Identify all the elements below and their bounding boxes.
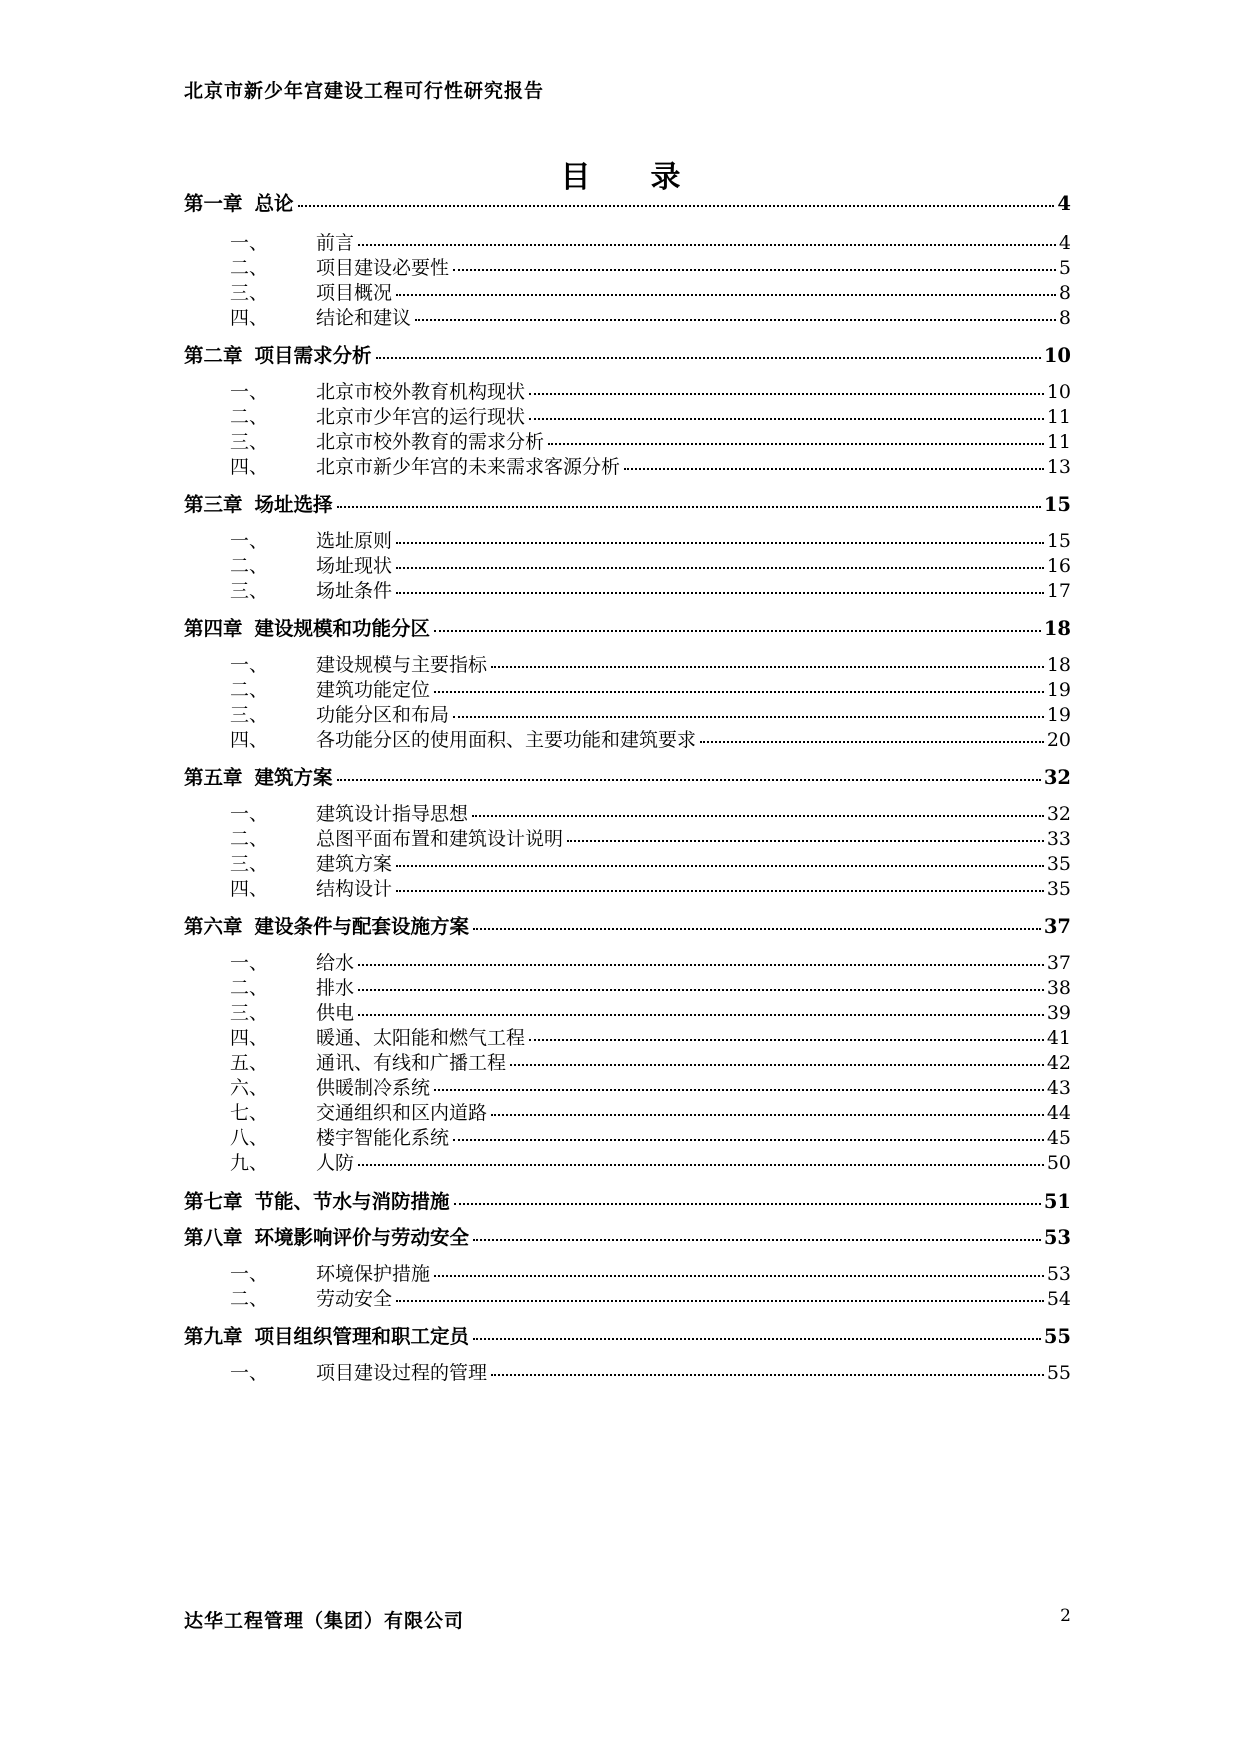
toc-entry-label: 建筑功能定位 (316, 679, 431, 701)
toc-entry-label: 环境影响评价与劳动安全 (254, 1226, 470, 1249)
toc-entry-page: 11 (1046, 406, 1071, 428)
toc-entry-page: 53 (1046, 1263, 1071, 1285)
toc-entry-number: 八、 (230, 1127, 269, 1149)
dot-leader (567, 839, 1044, 842)
toc-entry-number: 五、 (230, 1052, 269, 1074)
toc-entry-page: 42 (1046, 1052, 1071, 1074)
dot-leader (396, 1299, 1044, 1302)
dot-leader (434, 1274, 1044, 1277)
toc-entry-label: 总论 (254, 192, 294, 215)
toc-entry-number: 一、 (230, 232, 269, 254)
toc-entry-number: 第六章 (184, 915, 243, 938)
toc-entry-number: 三、 (230, 431, 269, 453)
toc-section-entry[interactable] (230, 1259, 1071, 1286)
toc-entry-page: 55 (1043, 1325, 1071, 1348)
toc-entry-page: 33 (1046, 828, 1071, 850)
toc-entry-label: 人防 (316, 1152, 355, 1174)
toc-section-entry[interactable] (230, 1073, 1071, 1100)
toc-section-entry[interactable] (230, 576, 1071, 603)
toc-entry-label: 暖通、太阳能和燃气工程 (316, 1027, 526, 1049)
toc-entry-number: 四、 (230, 1027, 269, 1049)
toc-section-entry[interactable] (230, 253, 1071, 280)
toc-chapter-entry[interactable] (184, 762, 1071, 790)
toc-section-entry[interactable] (230, 551, 1071, 578)
toc-entry-number: 三、 (230, 704, 269, 726)
toc-entry-label: 劳动安全 (316, 1288, 393, 1310)
footer-company: 达华工程管理（集团）有限公司 (184, 1610, 465, 1632)
toc-entry-page: 44 (1046, 1102, 1071, 1124)
toc-entry-page: 35 (1046, 853, 1071, 875)
toc-entry-page: 20 (1046, 729, 1071, 751)
toc-entry-page: 19 (1046, 679, 1071, 701)
toc-entry-number: 四、 (230, 729, 269, 751)
toc-entry-page: 32 (1043, 766, 1071, 789)
toc-entry-number: 一、 (230, 1362, 269, 1384)
toc-entry-number: 三、 (230, 282, 269, 304)
toc-entry-page: 55 (1046, 1362, 1071, 1384)
toc-entry-page: 51 (1043, 1190, 1071, 1213)
toc-entry-label: 场址条件 (316, 580, 393, 602)
dot-leader (434, 629, 1041, 632)
toc-section-entry[interactable] (230, 650, 1071, 677)
toc-chapter-entry[interactable] (184, 911, 1071, 939)
dot-leader (453, 268, 1056, 271)
dot-leader (453, 1138, 1044, 1141)
toc-entry-label: 场址选择 (254, 493, 333, 516)
toc-entry-number: 二、 (230, 679, 269, 701)
toc-entry-label: 交通组织和区内道路 (316, 1102, 488, 1124)
dot-leader (491, 665, 1044, 668)
toc-entry-label: 项目建设过程的管理 (316, 1362, 488, 1384)
toc-entry-number: 四、 (230, 878, 269, 900)
toc-entry-number: 二、 (230, 406, 269, 428)
page-number: 2 (1060, 1606, 1071, 1626)
toc-section-entry[interactable] (230, 1358, 1071, 1385)
toc-section-entry[interactable] (230, 1123, 1071, 1150)
toc-entry-number: 三、 (230, 580, 269, 602)
toc-entry-page: 16 (1046, 555, 1071, 577)
toc-entry-label: 北京市校外教育机构现状 (316, 381, 526, 403)
toc-entry-page: 32 (1046, 803, 1071, 825)
toc-section-entry[interactable] (230, 849, 1071, 876)
toc-entry-label: 排水 (316, 977, 355, 999)
dot-leader (548, 442, 1044, 445)
dot-leader (529, 417, 1044, 420)
toc-entry-label: 项目建设必要性 (316, 257, 450, 279)
toc-section-entry[interactable] (230, 1098, 1071, 1125)
toc-entry-page: 15 (1043, 493, 1071, 516)
dot-leader (472, 814, 1044, 817)
dot-leader (491, 1373, 1044, 1376)
toc-entry-number: 一、 (230, 381, 269, 403)
toc-title: 目 录 (560, 160, 681, 195)
toc-entry-page: 35 (1046, 878, 1071, 900)
toc-entry-number: 第五章 (184, 766, 243, 789)
toc-section-entry[interactable] (230, 377, 1071, 404)
toc-entry-number: 第三章 (184, 493, 243, 516)
dot-leader (454, 1202, 1041, 1205)
toc-entry-label: 通讯、有线和广播工程 (316, 1052, 507, 1074)
toc-section-entry[interactable] (230, 1023, 1071, 1050)
toc-entry-page: 8 (1058, 282, 1071, 304)
toc-entry-label: 结论和建议 (316, 307, 412, 329)
toc-entry-page: 37 (1043, 915, 1071, 938)
dot-leader (358, 1163, 1044, 1166)
dot-leader (453, 715, 1044, 718)
toc-entry-label: 前言 (316, 232, 355, 254)
toc-section-entry[interactable] (230, 303, 1071, 330)
toc-section-entry[interactable] (230, 1148, 1071, 1175)
toc-entry-page: 41 (1046, 1027, 1071, 1049)
dot-leader (396, 293, 1056, 296)
toc-entry-page: 17 (1046, 580, 1071, 602)
dot-leader (473, 1238, 1041, 1241)
dot-leader (700, 740, 1044, 743)
toc-entry-page: 10 (1046, 381, 1071, 403)
toc-section-entry[interactable] (230, 402, 1071, 429)
toc-entry-number: 一、 (230, 803, 269, 825)
toc-chapter-entry[interactable] (184, 613, 1071, 641)
toc-chapter-entry[interactable] (184, 1321, 1071, 1349)
dot-leader (434, 690, 1044, 693)
toc-entry-number: 四、 (230, 456, 269, 478)
toc-entry-number: 第一章 (184, 192, 243, 215)
toc-entry-page: 5 (1058, 257, 1071, 279)
dot-leader (510, 1063, 1044, 1066)
dot-leader (473, 1337, 1041, 1340)
toc-entry-number: 一、 (230, 654, 269, 676)
toc-entry-label: 建设条件与配套设施方案 (254, 915, 470, 938)
toc-entry-label: 北京市少年宫的运行现状 (316, 406, 526, 428)
toc-entry-page: 18 (1046, 654, 1071, 676)
toc-entry-label: 供暖制冷系统 (316, 1077, 431, 1099)
toc-entry-number: 九、 (230, 1152, 269, 1174)
dot-leader (396, 566, 1044, 569)
toc-section-entry[interactable] (230, 452, 1071, 479)
toc-entry-label: 北京市校外教育的需求分析 (316, 431, 545, 453)
toc-entry-page: 53 (1043, 1226, 1071, 1249)
toc-entry-number: 二、 (230, 555, 269, 577)
dot-leader (358, 1013, 1044, 1016)
toc-entry-number: 一、 (230, 1263, 269, 1285)
toc-section-entry[interactable] (230, 973, 1071, 1000)
toc-entry-label: 选址原则 (316, 530, 393, 552)
toc-entry-page: 13 (1046, 456, 1071, 478)
toc-entry-number: 一、 (230, 952, 269, 974)
toc-entry-page: 18 (1043, 617, 1071, 640)
toc-entry-number: 七、 (230, 1102, 269, 1124)
dot-leader (434, 1088, 1044, 1091)
toc-section-entry[interactable] (230, 824, 1071, 851)
toc-entry-label: 项目需求分析 (254, 344, 372, 367)
toc-entry-label: 场址现状 (316, 555, 393, 577)
toc-entry-label: 北京市新少年宫的未来需求客源分析 (316, 456, 621, 478)
toc-entry-label: 功能分区和布局 (316, 704, 450, 726)
toc-section-entry[interactable] (230, 948, 1071, 975)
dot-leader (529, 392, 1044, 395)
toc-entry-page: 54 (1046, 1288, 1071, 1310)
dot-leader (624, 467, 1044, 470)
toc-chapter-entry[interactable] (184, 340, 1071, 368)
toc-entry-page: 4 (1057, 192, 1071, 215)
toc-chapter-entry[interactable] (184, 188, 1071, 216)
toc-entry-number: 二、 (230, 977, 269, 999)
toc-entry-page: 8 (1058, 307, 1071, 329)
dot-leader (358, 988, 1044, 991)
toc-entry-label: 建筑方案 (254, 766, 333, 789)
toc-entry-number: 一、 (230, 530, 269, 552)
toc-section-entry[interactable] (230, 278, 1071, 305)
toc-entry-number: 四、 (230, 307, 269, 329)
toc-entry-number: 六、 (230, 1077, 269, 1099)
toc-section-entry[interactable] (230, 675, 1071, 702)
toc-entry-label: 项目组织管理和职工定员 (254, 1325, 470, 1348)
toc-section-entry[interactable] (230, 700, 1071, 727)
toc-section-entry[interactable] (230, 998, 1071, 1025)
toc-entry-page: 10 (1043, 344, 1071, 367)
toc-entry-number: 二、 (230, 1288, 269, 1310)
dot-leader (473, 927, 1041, 930)
toc-entry-number: 三、 (230, 853, 269, 875)
toc-entry-number: 二、 (230, 828, 269, 850)
toc-entry-page: 45 (1046, 1127, 1071, 1149)
dot-leader (337, 778, 1041, 781)
toc-entry-page: 38 (1046, 977, 1071, 999)
toc-entry-number: 第七章 (184, 1190, 243, 1213)
toc-entry-page: 15 (1046, 530, 1071, 552)
toc-entry-label: 供电 (316, 1002, 355, 1024)
toc-entry-label: 建筑设计指导思想 (316, 803, 469, 825)
toc-entry-page: 37 (1046, 952, 1071, 974)
dot-leader (337, 505, 1041, 508)
toc-section-entry[interactable] (230, 725, 1071, 752)
toc-entry-page: 50 (1046, 1152, 1071, 1174)
toc-section-entry[interactable] (230, 1284, 1071, 1311)
toc-entry-number: 第四章 (184, 617, 243, 640)
dot-leader (396, 591, 1044, 594)
toc-entry-number: 二、 (230, 257, 269, 279)
toc-entry-label: 楼宇智能化系统 (316, 1127, 450, 1149)
toc-entry-label: 项目概况 (316, 282, 393, 304)
dot-leader (358, 243, 1056, 246)
document-header: 北京市新少年宫建设工程可行性研究报告 (184, 80, 545, 102)
toc-entry-label: 环境保护措施 (316, 1263, 431, 1285)
toc-section-entry[interactable] (230, 526, 1071, 553)
dot-leader (491, 1113, 1044, 1116)
dot-leader (396, 864, 1044, 867)
toc-entry-page: 11 (1046, 431, 1071, 453)
toc-entry-label: 给水 (316, 952, 355, 974)
toc-entry-number: 第九章 (184, 1325, 243, 1348)
toc-entry-label: 节能、节水与消防措施 (254, 1190, 450, 1213)
dot-leader (396, 541, 1044, 544)
toc-entry-number: 第八章 (184, 1226, 243, 1249)
dot-leader (396, 889, 1044, 892)
toc-entry-label: 各功能分区的使用面积、主要功能和建筑要求 (316, 729, 697, 751)
toc-chapter-entry[interactable] (184, 1222, 1071, 1250)
toc-entry-page: 4 (1058, 232, 1071, 254)
toc-entry-label: 建筑方案 (316, 853, 393, 875)
dot-leader (358, 963, 1044, 966)
dot-leader (415, 318, 1056, 321)
toc-entry-page: 43 (1046, 1077, 1071, 1099)
toc-entry-label: 建设规模和功能分区 (254, 617, 431, 640)
toc-entry-label: 建设规模与主要指标 (316, 654, 488, 676)
toc-entry-label: 结构设计 (316, 878, 393, 900)
toc-entry-number: 第二章 (184, 344, 243, 367)
toc-section-entry[interactable] (230, 799, 1071, 826)
toc-section-entry[interactable] (230, 427, 1071, 454)
toc-entry-page: 39 (1046, 1002, 1071, 1024)
toc-section-entry[interactable] (230, 1048, 1071, 1075)
dot-leader (529, 1038, 1044, 1041)
toc-section-entry[interactable] (230, 228, 1071, 255)
toc-chapter-entry[interactable] (184, 1186, 1071, 1214)
toc-entry-page: 19 (1046, 704, 1071, 726)
toc-entry-number: 三、 (230, 1002, 269, 1024)
toc-entry-label: 总图平面布置和建筑设计说明 (316, 828, 564, 850)
dot-leader (298, 204, 1055, 207)
dot-leader (376, 356, 1041, 359)
toc-section-entry[interactable] (230, 874, 1071, 901)
toc-chapter-entry[interactable] (184, 489, 1071, 517)
